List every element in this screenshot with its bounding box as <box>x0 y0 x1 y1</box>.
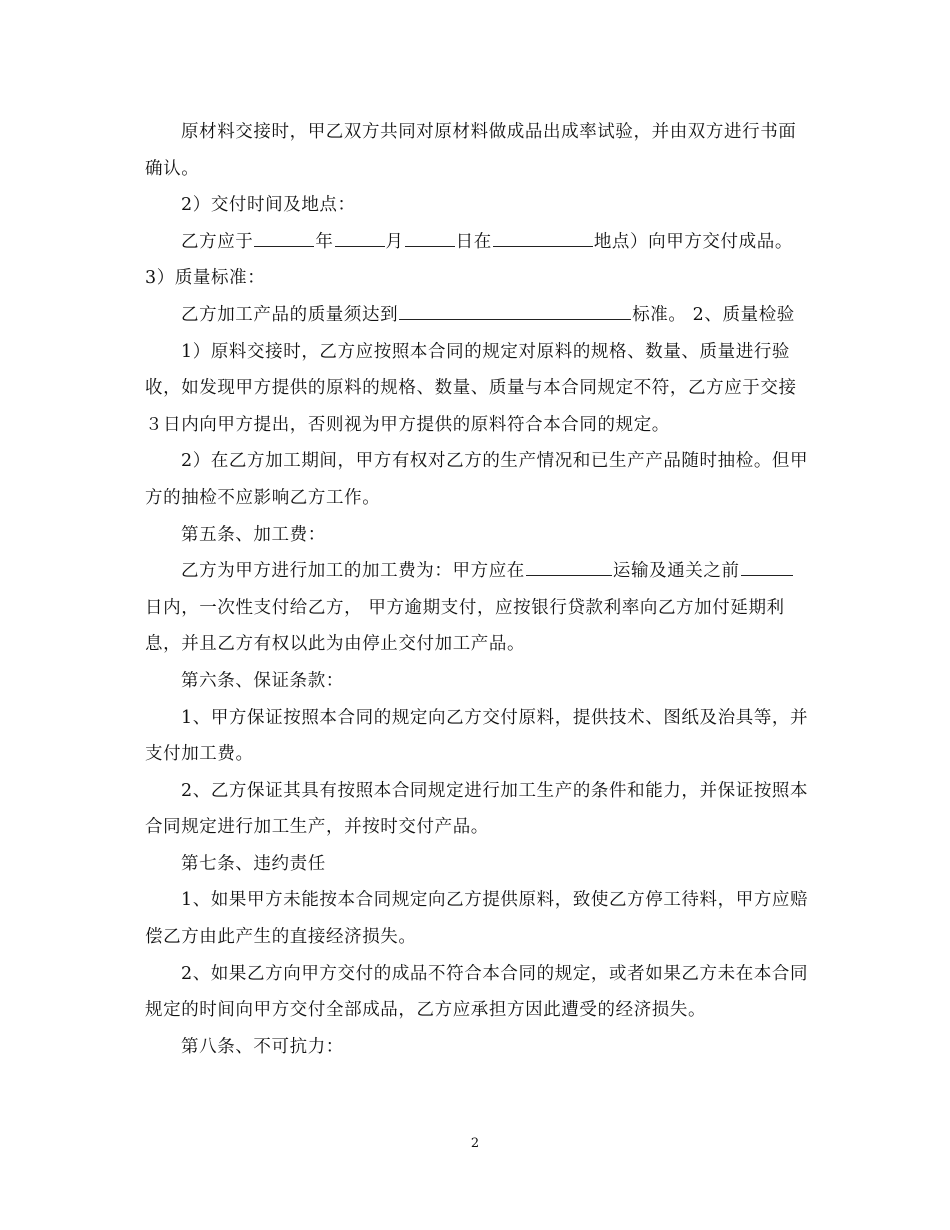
paragraph-party-a-breach: 1、如果甲方未能按本合同规定向乙方提供原料，致使乙方停工待料，甲方应赔偿乙方由此产生的直接经济损失。 <box>145 890 809 948</box>
paragraph-delivery-heading: 2）交付时间及地点： <box>181 195 356 216</box>
blank-line-year <box>254 226 314 247</box>
text-segment: 月 <box>385 231 404 252</box>
paragraph-processing-fee <box>145 553 810 663</box>
article-six-heading: 第六条、保证条款： <box>181 670 344 691</box>
text-segment: 乙方为甲方进行加工的加工费为：甲方应在 <box>181 561 525 582</box>
blank-line-day <box>405 226 455 247</box>
contract-body <box>145 114 810 1065</box>
paragraph-quality-standard <box>145 297 810 334</box>
paragraph-material-inspection: 1）原料交接时，乙方应按照本合同的规定对原料的规格、数量、质量进行验收，如发现甲方提供的原料的规格、数量、质量与本合同规定不符，乙方应于交接３日内向甲方提出，否则视为甲方提供的原料符合本合同的规定。 <box>145 341 797 435</box>
page-number: 2 <box>470 1136 480 1151</box>
text-segment: 年 <box>315 231 334 252</box>
paragraph-party-a-guarantee: 1、甲方保证按照本合同的规定向乙方交付原料，提供技术、图纸及治具等，并支付加工费。 <box>145 707 809 765</box>
paragraph-spot-check: 2）在乙方加工期间，甲方有权对乙方的生产情况和已生产产品随时抽检。但甲方的抽检不应影响乙方工作。 <box>145 451 809 508</box>
text-segment: 标准。 2、质量检验 <box>632 304 795 325</box>
text-segment: 乙方加工产品的质量须达到 <box>181 304 399 325</box>
text-segment: 乙方应于 <box>181 231 254 252</box>
paragraph-party-b-breach: 2、如果乙方向甲方交付的成品不符合本合同的规定，或者如果乙方未在本合同规定的时间向甲方交付全部成品，乙方应承担方因此遭受的经济损失。 <box>145 963 809 1021</box>
blank-line-location <box>493 226 593 247</box>
paragraph-material-handover: 原材料交接时，甲乙双方共同对原材料做成品出成率试验，并由双方进行书面确认。 <box>145 122 797 179</box>
article-seven-heading: 第七条、违约责任 <box>181 853 326 874</box>
text-segment: 日内，一次性支付给乙方， 甲方逾期支付，应按银行贷款利率向乙方加付延期利息，并且乙方有权以此为由停止交付加工产品。 <box>145 597 785 655</box>
article-eight-heading: 第八条、不可抗力： <box>181 1036 344 1057</box>
paragraph-delivery-time <box>145 224 810 297</box>
text-segment: 地点）向甲方交付成品。 3）质量标准： <box>145 231 793 289</box>
blank-line-fee-condition <box>526 555 612 576</box>
blank-line-days <box>741 555 793 576</box>
text-segment: 运输及通关之前 <box>612 561 740 582</box>
paragraph-party-b-guarantee: 2、乙方保证其具有按照本合同规定进行加工生产的条件和能力，并保证按照本合同规定进行加工生产，并按时交付产品。 <box>145 780 809 838</box>
blank-line-standard <box>399 299 631 320</box>
text-segment: 日在 <box>455 231 492 252</box>
blank-line-month <box>335 226 385 247</box>
article-five-heading: 第五条、加工费： <box>181 524 326 545</box>
